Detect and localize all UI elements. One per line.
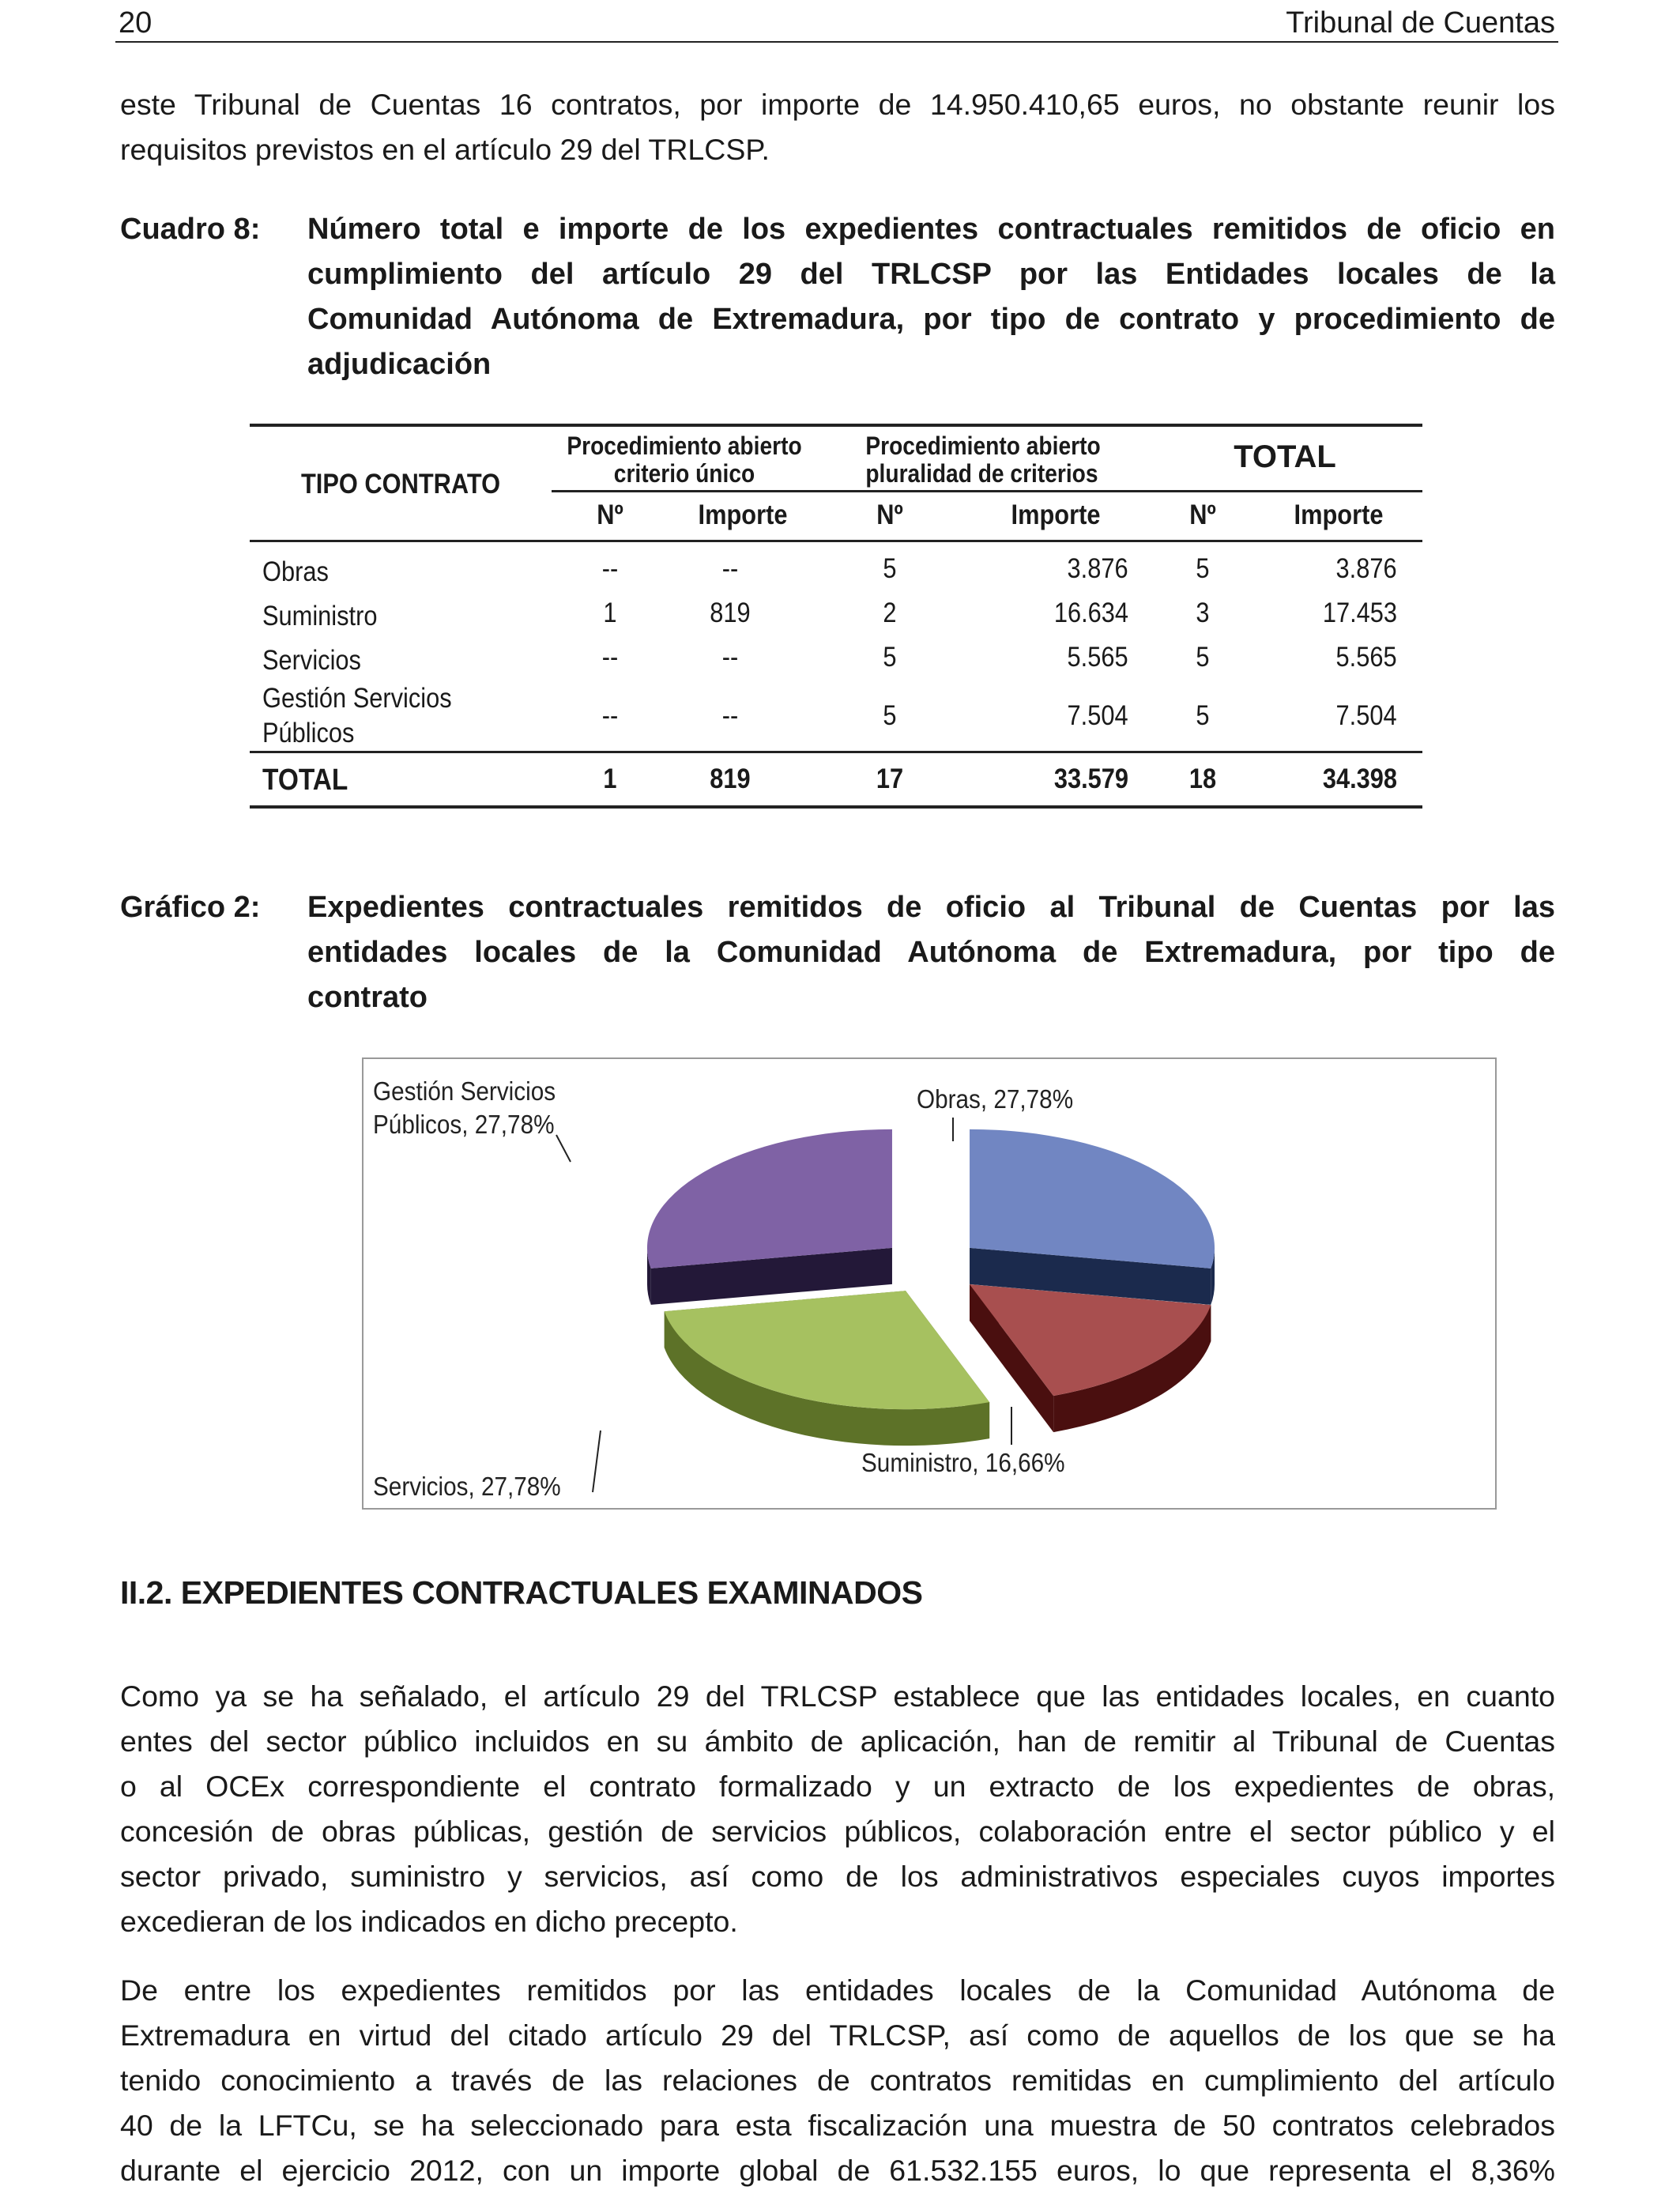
cell-amount-2: 5.565 <box>1067 642 1128 673</box>
text-line: excedieran de los indicados en dicho precepto. <box>120 1905 738 1938</box>
running-header-title: Tribunal de Cuentas <box>1286 6 1555 40</box>
caption-line: cumplimiento del artículo 29 del TRLCSP por las Entidades locales de la <box>307 258 1555 291</box>
col-header-num-2: Nº <box>876 499 903 530</box>
table-caption-label: Cuadro 8: <box>120 213 261 246</box>
table-bottom-rule <box>250 805 1422 809</box>
text-line: 40 de la LFTCu, se ha seleccionado para esta fiscalización una muestra de 50 contratos celebrados <box>120 2109 1555 2142</box>
header-rule <box>115 41 1558 43</box>
cell-amount-2: 7.504 <box>1067 700 1128 731</box>
caption-line: adjudicación <box>307 348 492 381</box>
text-line: durante el ejercicio 2012, con un importe global de 61.532.155 euros, lo que representa el 8,36% <box>120 2154 1555 2187</box>
header-line: Procedimiento abierto <box>865 432 1101 460</box>
col-header-amount-1: Importe <box>698 499 788 530</box>
slice-label-gestion <box>373 1075 556 1141</box>
text-line: De entre los expedientes remitidos por las entidades locales de la Comunidad Autónoma de <box>120 1973 1555 2007</box>
intro-paragraph <box>120 82 1555 172</box>
cell-num-2: 5 <box>883 700 897 731</box>
total-num-2: 17 <box>876 763 904 794</box>
total-amount-1: 819 <box>710 763 751 794</box>
text-line: o al OCEx correspondiente el contrato formalizado y un extracto de los expedientes de obras, <box>120 1770 1555 1803</box>
col-header-tipo: TIPO CONTRATO <box>300 469 501 499</box>
total-amount-2: 33.579 <box>1053 763 1128 794</box>
caption-line: Comunidad Autónoma de Extremadura, por tipo de contrato y procedimiento de <box>307 303 1555 336</box>
cell-num-3: 5 <box>1196 700 1210 731</box>
col-group-total: TOTAL <box>1234 439 1336 474</box>
row-tipo-line: Gestión Servicios <box>262 683 452 714</box>
cell-amount-2: 3.876 <box>1067 553 1128 584</box>
cell-num-2: 5 <box>883 553 897 584</box>
pie-chart-frame <box>362 1057 1497 1510</box>
page-number: 20 <box>119 6 153 40</box>
cell-num-3: 5 <box>1196 642 1210 673</box>
row-tipo <box>262 681 452 751</box>
total-label: TOTAL <box>262 763 348 797</box>
text-line: este Tribunal de Cuentas 16 contratos, por importe de 14.950.410,65 euros, no obstante reunir los <box>120 88 1555 121</box>
slice-label-line: Públicos, 27,78% <box>373 1110 555 1139</box>
cell-num-1: 1 <box>603 598 617 628</box>
section-heading: II.2. EXPEDIENTES CONTRACTUALES EXAMINADOS <box>120 1574 923 1611</box>
slice-label-line: Gestión Servicios <box>373 1076 556 1106</box>
cell-num-2: 2 <box>883 598 897 628</box>
body-paragraph-2 <box>120 1968 1555 2193</box>
body-paragraph-1 <box>120 1674 1555 1944</box>
cell-amount-1: 819 <box>710 598 751 628</box>
header-line: Procedimiento abierto <box>567 432 802 460</box>
col-header-num-1: Nº <box>597 499 623 530</box>
header-line: criterio único <box>613 459 755 488</box>
total-amount-3: 34.398 <box>1322 763 1397 794</box>
row-tipo: Servicios <box>262 645 361 676</box>
pie-slice-obras <box>970 1129 1215 1269</box>
caption-line: entidades locales de la Comunidad Autónoma de Extremadura, por tipo de <box>307 936 1555 969</box>
table-group-rule <box>552 490 1422 492</box>
col-header-amount-2: Importe <box>1011 499 1101 530</box>
header-line: pluralidad de criterios <box>865 459 1098 488</box>
caption-line: contrato <box>307 981 428 1014</box>
row-tipo: Suministro <box>262 601 378 631</box>
text-line: requisitos previstos en el artículo 29 del TRLCSP. <box>120 133 770 166</box>
text-line: tenido conocimiento a través de las relaciones de contratos remitidas en cumplimiento del artículo <box>120 2064 1555 2097</box>
table-top-rule <box>250 424 1422 427</box>
cell-num-1: -- <box>601 700 619 731</box>
cell-amount-3: 7.504 <box>1335 700 1397 731</box>
table-total-rule <box>250 751 1422 753</box>
cell-num-1: -- <box>601 553 619 584</box>
cell-amount-3: 3.876 <box>1335 553 1397 584</box>
slice-label-suministro: Suministro, 16,66% <box>861 1448 1065 1477</box>
cell-amount-1: -- <box>721 700 739 731</box>
text-line: concesión de obras públicas, gestión de servicios públicos, colaboración entre el sector público y el <box>120 1815 1555 1848</box>
leader-line-gestion <box>556 1135 571 1162</box>
col-header-num-3: Nº <box>1189 499 1216 530</box>
chart-caption-label: Gráfico 2: <box>120 891 261 924</box>
total-num-3: 18 <box>1188 763 1217 794</box>
total-num-1: 1 <box>603 763 617 794</box>
cell-amount-1: -- <box>721 642 739 673</box>
text-line: sector privado, suministro y servicios, así como de los administrativos especiales cuyos importes <box>120 1860 1555 1893</box>
col-group-pluralidad <box>865 432 1100 488</box>
caption-line: Número total e importe de los expedientes contractuales remitidos de oficio en <box>307 213 1555 246</box>
contracts-table <box>250 424 1422 811</box>
slice-label-obras: Obras, 27,78% <box>917 1084 1074 1114</box>
caption-line: Expedientes contractuales remitidos de oficio al Tribunal de Cuentas por las <box>307 891 1555 924</box>
slice-label-servicios: Servicios, 27,78% <box>373 1472 561 1501</box>
table-header-rule <box>250 540 1422 542</box>
text-line: Como ya se ha señalado, el artículo 29 del TRLCSP establece que las entidades locales, en cuanto <box>120 1679 1555 1713</box>
row-tipo: Obras <box>262 556 329 587</box>
col-header-amount-3: Importe <box>1294 499 1384 530</box>
leader-line-servicios <box>593 1431 601 1492</box>
chart-caption-text <box>307 885 1555 1020</box>
text-line: entes del sector público incluidos en su ámbito de aplicación, han de remitir al Tribunal de Cuentas <box>120 1725 1555 1758</box>
cell-num-2: 5 <box>883 642 897 673</box>
col-group-criterio-unico <box>567 432 801 488</box>
cell-num-3: 3 <box>1196 598 1210 628</box>
text-line: Extremadura en virtud del citado artículo 29 del TRLCSP, así como de aquellos de los que se ha <box>120 2019 1555 2052</box>
cell-amount-1: -- <box>721 553 739 584</box>
row-tipo-line: Públicos <box>262 718 355 748</box>
table-caption-text <box>307 207 1555 387</box>
cell-amount-3: 17.453 <box>1322 598 1397 628</box>
cell-amount-2: 16.634 <box>1053 598 1128 628</box>
cell-num-1: -- <box>601 642 619 673</box>
cell-amount-3: 5.565 <box>1335 642 1397 673</box>
cell-num-3: 5 <box>1196 553 1210 584</box>
pie-slice-gesti-n-servicios-p-blicos <box>647 1129 892 1269</box>
